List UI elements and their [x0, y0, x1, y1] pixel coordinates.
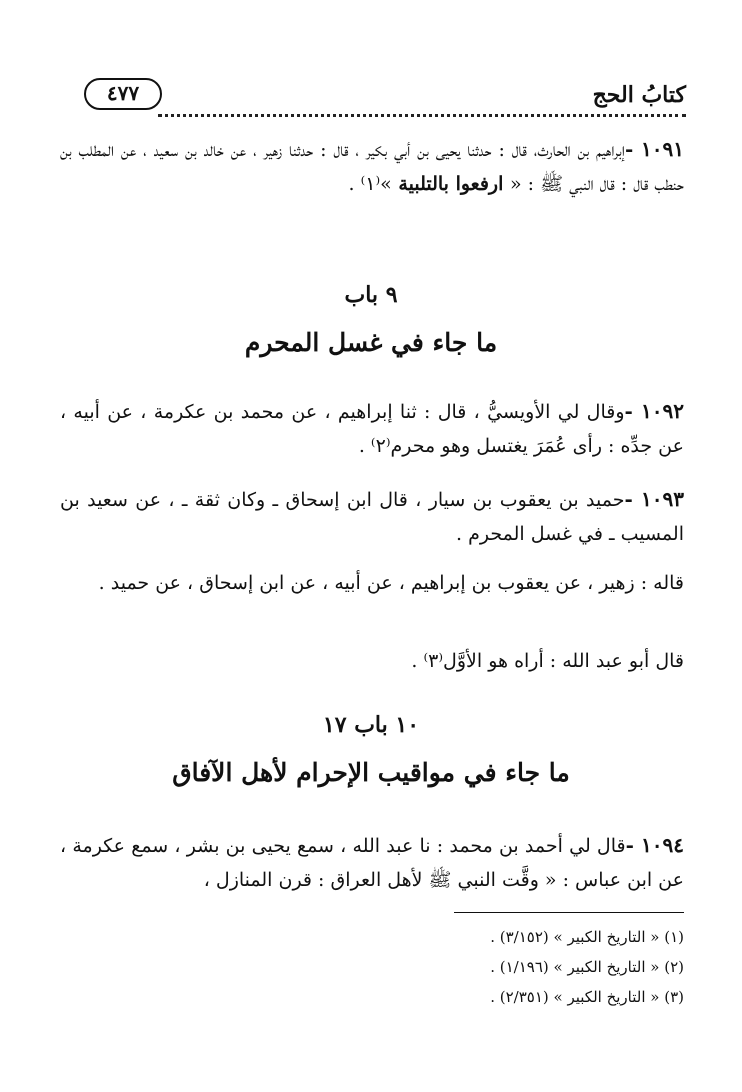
page-header: [84, 76, 686, 120]
hadith-entry-1092: [60, 394, 684, 463]
footnote-3: (٣) « التاريخ الكبير » (٢/٣٥١) .: [490, 988, 684, 1006]
chapter-title: ما جاء في مواقيب الإحرام لأهل الآفاق: [172, 758, 570, 787]
hadith-text: قال لي أحمد بن محمد : نا عبد الله ، سمع يحيى بن بشر ، سمع عكرمة ، عن ابن عباس : « وقَّت النبي ﷺ لأهل العراق : قرن المنازل ،: [60, 835, 684, 891]
header-rule: [158, 114, 686, 117]
hadith-number: ١٠٩٢ -: [624, 399, 684, 423]
hadith-number: ١٠٩١ -: [624, 137, 684, 161]
hadith-text: وقال لي الأويسيُّ ، قال : ثنا إبراهيم ، عن محمد بن عكرمة ، عن أبيه ، عن جدِّه : رأى عُمَرَ يغتسل وهو محرم⁽٢⁾ .: [60, 401, 684, 457]
hadith-tail: »⁽١⁾ .: [348, 173, 392, 195]
hadith-entry-1093: [60, 482, 684, 551]
chapter-number: ١٠ باب ١٧: [322, 712, 420, 738]
footnote-separator: [454, 912, 684, 913]
chapter-number: ٩ باب: [344, 282, 398, 308]
hadith-number: ١٠٩٣ -: [624, 487, 684, 511]
narration-note: قاله : زهير ، عن يعقوب بن إبراهيم ، عن أبيه ، عن ابن إسحاق ، عن حميد .: [98, 572, 684, 594]
hadith-quote: ارفعوا بالتلبية: [391, 173, 510, 195]
running-title: كتابُ الحج: [592, 82, 686, 108]
hadith-text: حميد بن يعقوب بن سيار ، قال ابن إسحاق ـ وكان ثقة ـ ، عن سعيد بن المسيب ـ في غسل المحرم .: [60, 489, 684, 545]
hadith-text: إبراهيم بن الحارث، قال : حدثنا يحيى بن أبي بكير ، قال : حدثنا زهير ، عن خالد بن سعيد ، عن المطلب بن حنطب قال : قال النبي ﷺ : «: [60, 139, 684, 195]
footnote-2: (٢) « التاريخ الكبير » (١/١٩٦) .: [490, 958, 684, 976]
author-remark: قال أبو عبد الله : أراه هو الأوَّل⁽٣⁾ .: [411, 650, 684, 672]
page-number: ٤٧٧: [84, 78, 162, 110]
hadith-entry-1094: [60, 828, 684, 897]
footnote-1: (١) « التاريخ الكبير » (٣/١٥٢) .: [490, 928, 684, 946]
hadith-number: ١٠٩٤ -: [625, 833, 685, 857]
hadith-entry-1091: [60, 132, 684, 201]
chapter-title: ما جاء في غسل المحرم: [244, 328, 498, 357]
